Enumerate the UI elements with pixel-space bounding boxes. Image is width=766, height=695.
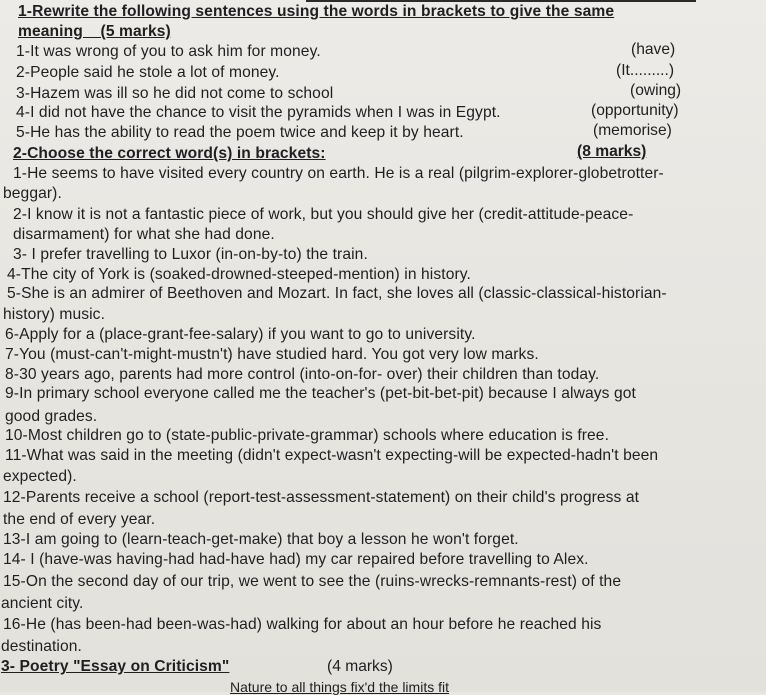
s2-line: 8-30 years ago, parents had more control (into-on-for- over) their children than today. (5, 366, 600, 383)
s2-line: 13-I am going to (learn-teach-get-make) that boy a lesson he won't forget. (3, 531, 519, 548)
s2-line: 12-Parents receive a school (report-test-assessment-statement) on their child's progress at (3, 489, 640, 506)
s1-item-text: 5-He has the ability to read the poem twice and keep it by heart. (16, 124, 464, 141)
section1-title-line1: 1-Rewrite the following sentences using the words in brackets to give the same (18, 3, 615, 20)
s2-line: the end of every year. (3, 511, 156, 528)
s1-item-hint: (memorise) (593, 122, 672, 139)
s2-line: 10-Most children go to (state-public-private-grammar) schools where education is free. (5, 427, 610, 444)
s2-line: 4-The city of York is (soaked-drowned-steeped-mention) in history. (7, 266, 471, 283)
s1-item-hint: (owing) (630, 82, 682, 99)
s1-item-text: 4-I did not have the chance to visit the pyramids when I was in Egypt. (16, 104, 501, 121)
s2-line: 15-On the second day of our trip, we went to see the (ruins-wrecks-remnants-rest) of the (3, 573, 622, 590)
s2-line: 11-What was said in the meeting (didn't expect-wasn't expecting-will be expected-hadn't been (5, 447, 659, 464)
s1-item-text: 3-Hazem was ill so he did not come to school (16, 85, 334, 102)
s1-item-hint: (It.........) (616, 62, 675, 79)
s2-line: 3- I prefer travelling to Luxor (in-on-by-to) the train. (13, 246, 368, 263)
s2-line: destination. (1, 638, 82, 655)
section1-title-line2: meaning (5 marks) (18, 23, 171, 40)
s2-line: history) music. (3, 306, 106, 323)
s1-item-text: 1-It was wrong of you to ask him for money. (16, 43, 321, 60)
s1-item-hint: (have) (631, 41, 676, 58)
s2-line: beggar). (3, 185, 62, 202)
section2-title: 2-Choose the correct word(s) in brackets: (13, 145, 326, 162)
s2-line: 6-Apply for a (place-grant-fee-salary) if you want to go to university. (5, 326, 476, 343)
s2-line: good grades. (5, 408, 98, 425)
s2-line: expected). (3, 468, 77, 485)
poem-first-line: Nature to all things fix'd the limits fit (230, 679, 449, 695)
section3-title: 3- Poetry "Essay on Criticism" (1, 658, 230, 675)
section2-marks: (8 marks) (577, 143, 647, 160)
s2-line: 5-She is an admirer of Beethoven and Mozart. In fact, she loves all (classic-classical-historian- (7, 285, 667, 302)
s2-line: 14- I (have-was having-had had-have had) my car repaired before travelling to Alex. (3, 551, 589, 568)
s2-line: 7-You (must-can't-might-mustn't) have studied hard. You got very low marks. (5, 346, 539, 363)
s1-item-hint: (opportunity) (591, 102, 679, 119)
s2-line: 16-He (has been-had been-was-had) walking for about an hour before he reached his (3, 616, 602, 633)
s2-line: 9-In primary school everyone called me the teacher's (pet-bit-bet-pit) because I always got (5, 385, 636, 402)
s1-item-text: 2-People said he stole a lot of money. (16, 64, 280, 81)
s2-line: disarmament) for what she had done. (13, 226, 275, 243)
section3-marks: (4 marks) (327, 658, 393, 675)
s2-line: 1-He seems to have visited every country on earth. He is a real (pilgrim-explorer-globetrotter- (13, 165, 664, 182)
s2-line: 2-I know it is not a fantastic piece of work, but you should give her (credit-attitude-peace- (13, 206, 634, 223)
s2-line: ancient city. (1, 595, 84, 612)
